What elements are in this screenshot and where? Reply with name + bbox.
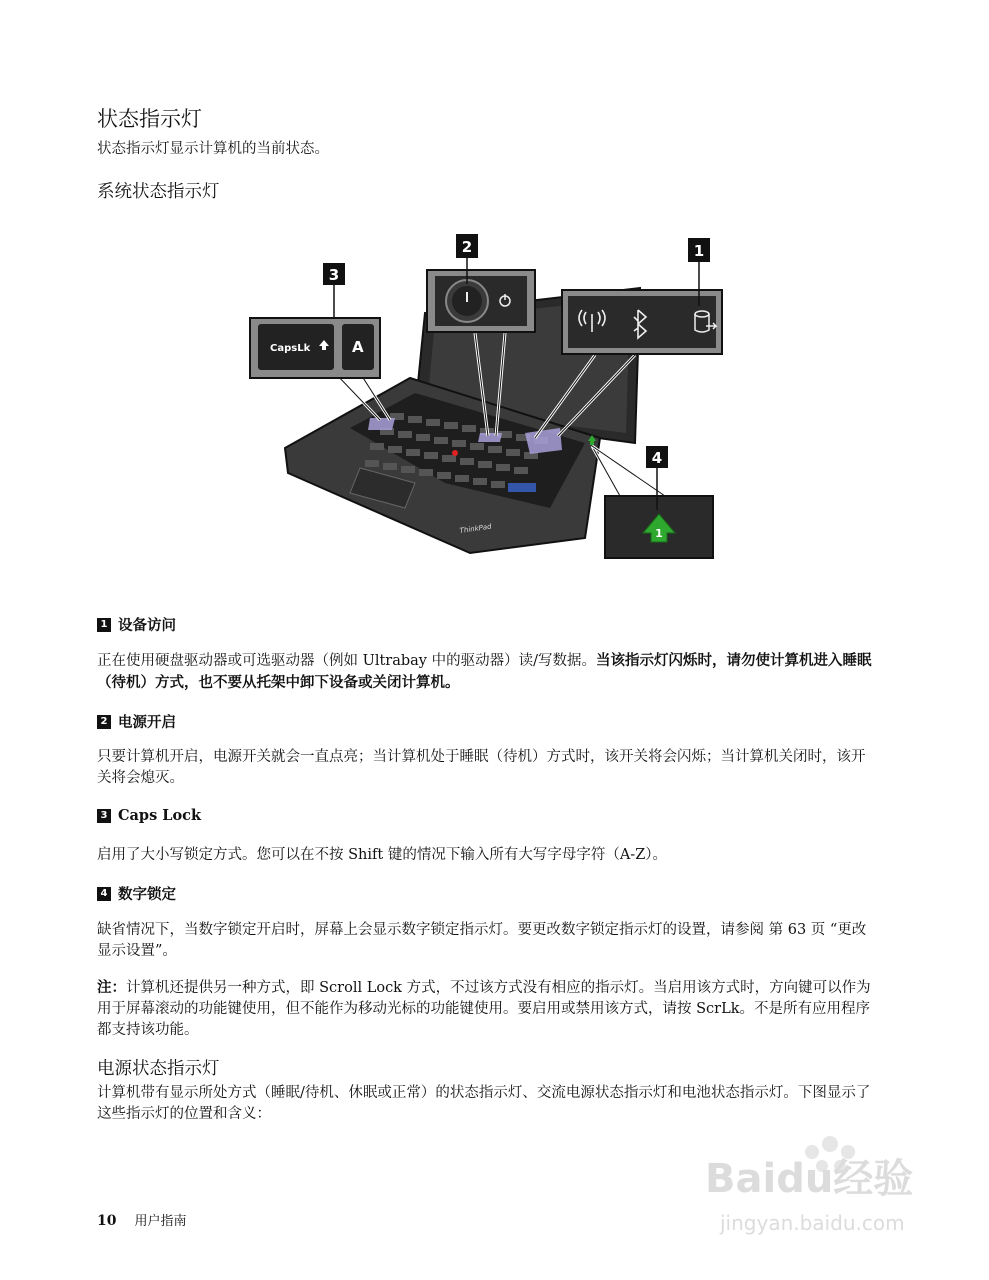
section-title-system: 系统状态指示灯 <box>97 182 220 202</box>
laptop-indicator-illustration <box>240 228 730 568</box>
note-label: 注： <box>97 979 126 996</box>
section-title-power: 电源状态指示灯 <box>97 1059 220 1079</box>
item-number-3: 3 <box>97 809 111 823</box>
footer-label: 用户指南 <box>134 1214 187 1229</box>
callout-number-2: 2 <box>461 238 473 256</box>
item-number-4: 4 <box>97 887 111 901</box>
item-title-device-access <box>97 614 176 635</box>
watermark-url: jingyan.baidu.com <box>720 1211 905 1235</box>
item-title-power-on <box>97 711 176 732</box>
callout-number-4: 4 <box>651 449 663 467</box>
page-number: 10 <box>97 1213 117 1229</box>
item-number-1: 1 <box>97 618 111 632</box>
svg-text:1: 1 <box>655 527 663 540</box>
section-power-text: 计算机带有显示所处方式（睡眠/待机、休眠或正常）的状态指示灯、交流电源状态指示灯和电池状态指示灯。下图显示了这些指示灯的位置和含义： <box>97 1085 871 1122</box>
item-body: 正在使用硬盘驱动器或可选驱动器（例如 Ultrabay 中的驱动器）读/写数据。 <box>97 653 596 669</box>
item-title-text: 数字锁定 <box>118 886 176 903</box>
item-title-text: Caps Lock <box>118 807 202 824</box>
item-title-text: 设备访问 <box>118 617 176 634</box>
item-text-device-access <box>97 650 877 694</box>
item-title-text: 电源开启 <box>118 714 176 731</box>
intro-text: 状态指示灯显示计算机的当前状态。 <box>97 141 329 157</box>
brand-label: ThinkPad <box>459 522 493 535</box>
note-paragraph <box>97 977 877 1041</box>
capslock-key-label: CapsLk <box>270 343 311 354</box>
item-warning: 当该指示灯闪烁时，请勿使计算机进入睡眠（待机）方式，也不要从托架中卸下设备或关闭计算机。 <box>97 652 872 691</box>
baidu-watermark <box>700 1130 940 1240</box>
page-title: 状态指示灯 <box>97 107 202 131</box>
item-title-num-lock <box>97 883 176 904</box>
item-text-power-on: 只要计算机开启，电源开关就会一直点亮；当计算机处于睡眠（待机）方式时，该开关将会闪烁；当计算机关闭时，该开关将会熄灭。 <box>97 749 866 786</box>
item-number-2: 2 <box>97 715 111 729</box>
note-text: 计算机还提供另一种方式，即 Scroll Lock 方式，不过该方式没有相应的指示灯。当启用该方式时，方向键可以作为用于屏幕滚动的功能键使用，但不能作为移动光标的功能键使用。要启用或禁用该方式，请按 ScrLk。不是所有应用程序都支持该功能。 <box>97 980 871 1038</box>
callout-number-1: 1 <box>693 242 705 260</box>
item-title-caps-lock <box>97 807 201 824</box>
page-footer <box>97 1210 187 1229</box>
callout-number-3: 3 <box>328 266 340 284</box>
watermark-brand: Baidu经验 <box>705 1156 914 1202</box>
a-key-label: A <box>352 338 364 356</box>
item-text-num-lock: 缺省情况下，当数字锁定开启时，屏幕上会显示数字锁定指示灯。要更改数字锁定指示灯的设置，请参阅 第 63 页 “更改显示设置”。 <box>97 922 867 959</box>
item-text-caps-lock: 启用了大小写锁定方式。您可以在不按 Shift 键的情况下输入所有大写字母字符（A-Z）。 <box>97 847 668 863</box>
